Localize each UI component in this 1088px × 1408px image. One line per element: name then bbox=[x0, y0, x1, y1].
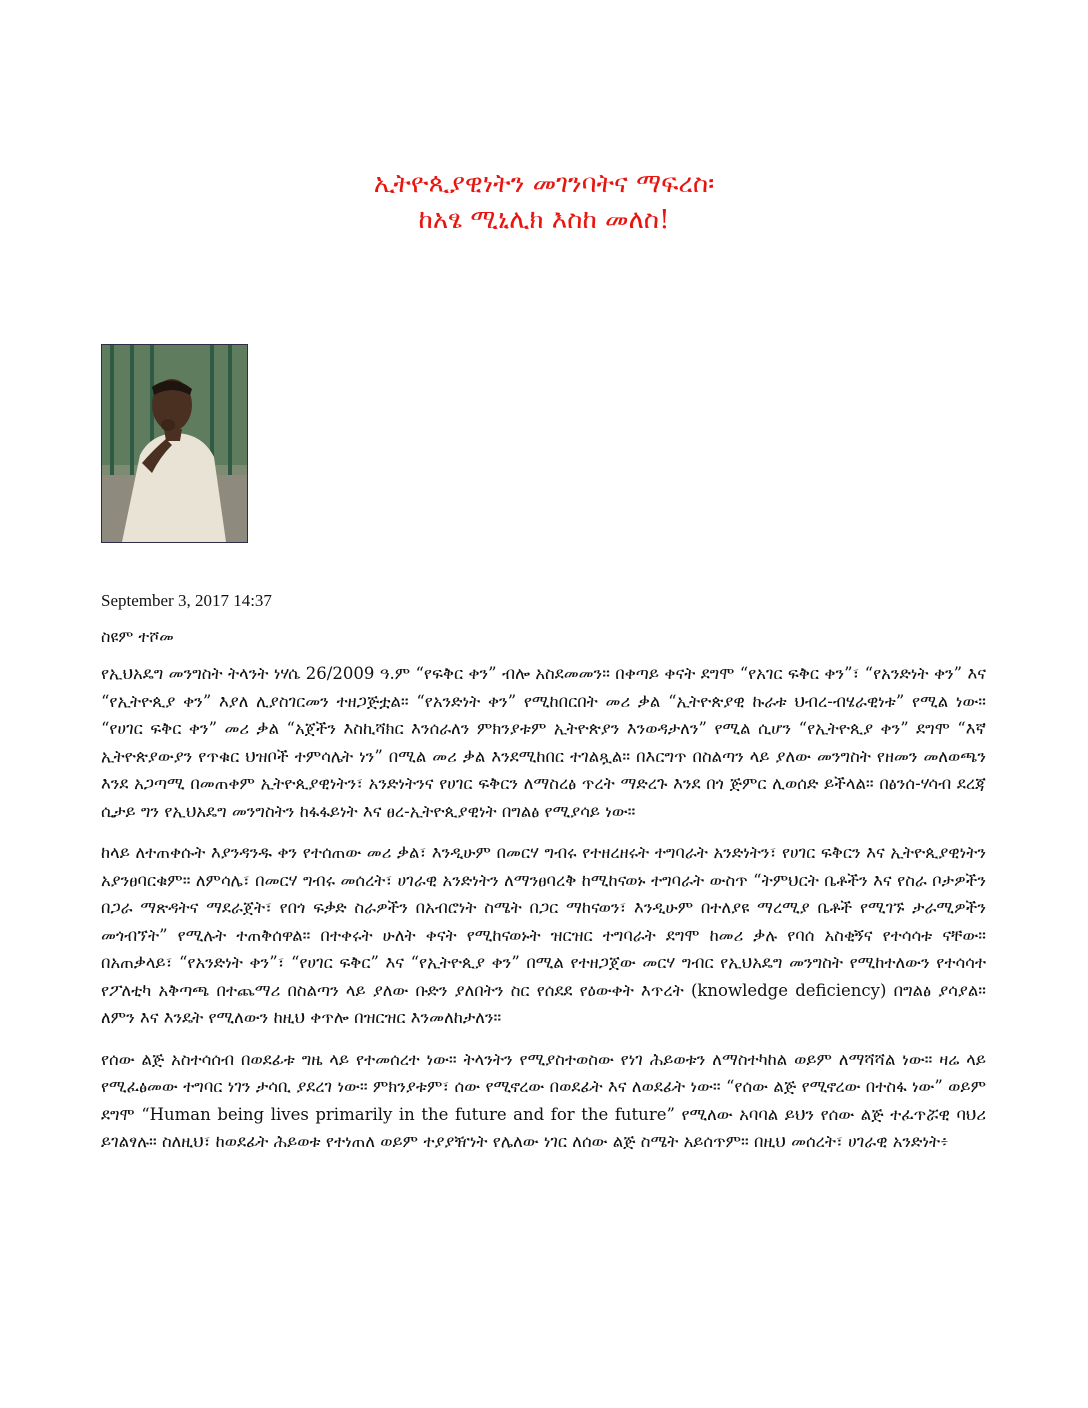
paragraph-3: የሰው ልጅ አስተሳሰብ በወደፊቱ ግዜ ላይ የተመሰረተ ነው። ትላንትን የሚያስተወስው የነገ ሕይወቱን ለማስተካከል ወይም ለማሻሻል ነው። ዛሬ ላይ የሚፈፅመው ተግባር ነገን ታሳቢ ያደረገ ነው። ምክንያቱም፣ ሰው የሚኖረው በወደፊት እና ለወደፊት ነው። “የሰው ልጅ የሚኖረው በተስፋ ነው” ወይም ደግሞ “Human being lives primarily in the future and for the future” የሚለው አባባል ይህን የሰው ልጅ ተፈጥሯዊ ባህሪ ይገልፃሉ። ስለዚህ፣ ከወደፊት ሕይወቱ የተነጠለ ወይም ተያያዥነት የሌለው ነገር ለሰው ልጅ ስሜት አይሰጥም። በዚህ መሰረት፣ ሀገራዊ አንድነት፥ bbox=[101, 1049, 986, 1151]
article-title-line1: ኢትዮጲያዊነትን መገንባትና ማፍረስ፡ bbox=[373, 169, 715, 199]
paragraph-1: የኢህአዴግ መንግስት ትላንት ነሃሴ 26/2009 ዓ.ም “የፍቅር ቀን” ብሎ አስደመመን። በቀጣይ ቀናት ደግሞ “የአገር ፍቅር ቀን”፣ “የአንድነት ቀን” እና “የኢትዮጲያ ቀን” እያለ ሊያስገርመን ተዘጋጅቷል። “የአንድነት ቀን” የሚከበርበት መሪ ቃል “ኢትዮጵያዊ ኩራቱ ህብረ-ብሄራዊነቱ” የሚል ነው። “የሀገር ፍቅር ቀን” መሪ ቃል “አጀችን እስኪሻክር እንሰራለን ምክንያቱም ኢትዮጵያን እንወዳታለን” የሚል ሲሆን “የኢትዮጲያ ቀን” ደግሞ “እኛ ኢትዮጵያውያን የጥቁር ህዝቦች ተምሳሌት ነን” በሚል መሪ ቃል እንደሚከበር ተገልጿል። በእርግጥ በስልጣን ላይ ያለው መንግስት የዘመን መለወጫን እንደ አጋጣሚ በመጠቀም ኢትዮጲያዊነትን፣ አንድነትንና የሀገር ፍቅርን ለማስረፅ ጥረት ማድረጉ እንደ በጎ ጅምር ሊወሰድ ይችላል። በፅንሰ-ሃሳብ ደረጃ ሲታይ ግን የኢህአዴግ መንግስትን ከፋፋይነት እና ፀረ-ኢትዮጲያዊነት በግልፅ የሚያሳይ ነው። bbox=[101, 664, 986, 821]
author-photo bbox=[101, 344, 248, 543]
article-body bbox=[101, 660, 986, 1170]
article-title-line2: ከአፄ ሚኒሊክ እስከ መለስ! bbox=[418, 205, 670, 235]
article-title bbox=[0, 166, 1088, 238]
paragraph-2: ከላይ ለተጠቀሱት እያንዳንዱ ቀን የተሰጠው መሪ ቃል፣ እንዲሁም በመርሃ ግብሩ የተዘረዘሩት ተግባራት አንድነትን፣ የሀገር ፍቅርን እና ኢትዮጲያዊነትን አያንፀባርቁም። ለምሳሌ፣ በመርሃ ግብሩ መሰረት፣ ሀገራዊ አንድነትን ለማንፀባረቅ ከሚከናወኑ ተግባራት ውስጥ “ትምህርት ቤቶችን እና የስራ ቦታዎችን በጋራ ማጽዳትና ማደራጀት፣ የበጎ ፍቃድ ስራዎችን በአብሮነት ስሜት በጋር ማከናወን፣ እንዲሁም በተለያዩ ማረሚያ ቤቶች የሚገኙ ታራሚዎችን መጎብኘት” የሚሉት ተጠቅሰዋል። በተቀሩት ሁለት ቀናት የሚከናወኑት ዝርዝር ተግባራት ደግሞ ከመሪ ቃሉ የባሰ አስቂኝና የተሳሳቱ ናቸው። በአጠቃላይ፣ “የአንድነት ቀን”፣ “የሀገር ፍቅር” እና “የኢትዮጲያ ቀን” በሚል የተዘጋጀው መርሃ ግብር የኢህአዴግ መንግስት የሚከተለውን የተሳሳተ የፖለቲካ አቅጣጫ በተጨማሪ በስልጣን ላይ ያለው ቡድን ያለበትን ስር የሰደደ የዕውቀት እጥረት (knowledge deficiency) በግልፅ ያሳያል። ለምን እና እንዴት የሚለውን ከዚህ ቀጥሎ በዝርዝር እንመለከታለን። bbox=[101, 843, 986, 1027]
publish-date: September 3, 2017 14:37 bbox=[101, 591, 272, 610]
author-name: ስዩም ተሾመ bbox=[101, 627, 174, 646]
